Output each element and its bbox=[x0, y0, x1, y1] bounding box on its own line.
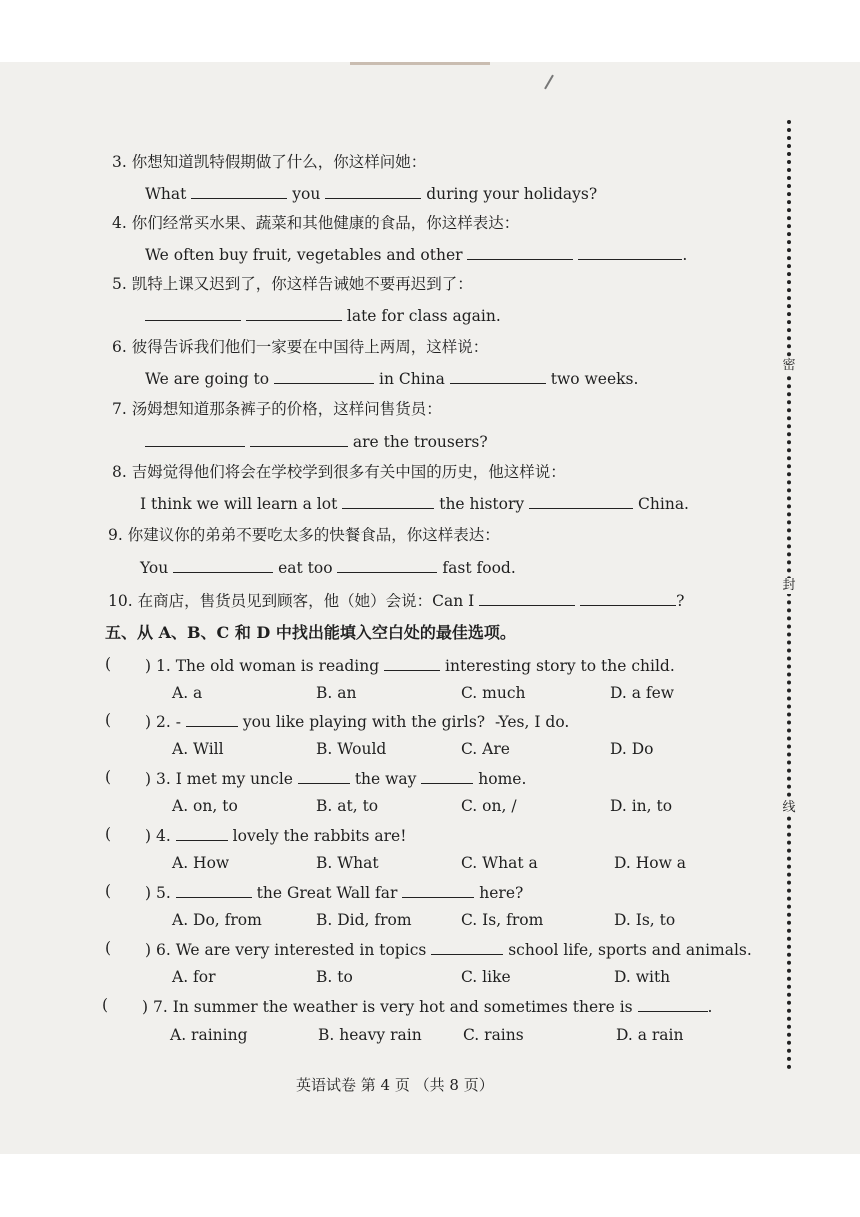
option-c[interactable]: C. much bbox=[461, 684, 526, 702]
option-c[interactable]: C. Is, from bbox=[461, 911, 544, 929]
option-c[interactable]: C. What a bbox=[461, 854, 538, 872]
blank[interactable] bbox=[186, 710, 238, 727]
question-5-answer: late for class again. bbox=[145, 304, 501, 326]
blank[interactable] bbox=[246, 304, 342, 321]
answer-paren: ( bbox=[105, 939, 112, 957]
mc-question-1: ) 1. The old woman is reading interesting story to the child. bbox=[145, 654, 675, 676]
blank[interactable] bbox=[325, 182, 421, 199]
blank[interactable] bbox=[467, 243, 573, 260]
blank[interactable] bbox=[274, 367, 374, 384]
question-4-answer: We often buy fruit, vegetables and other . bbox=[145, 243, 687, 265]
question-3-prompt: 3. 你想知道凯特假期做了什么，你这样问她： bbox=[112, 153, 427, 171]
option-b[interactable]: B. to bbox=[316, 968, 353, 986]
blank[interactable] bbox=[384, 654, 440, 671]
section-5-title: 五、从 A、B、C 和 D 中找出能填入空白处的最佳选项。 bbox=[105, 623, 516, 642]
option-b[interactable]: B. heavy rain bbox=[318, 1026, 422, 1044]
blank[interactable] bbox=[337, 556, 437, 573]
answer-paren: ( bbox=[105, 711, 112, 729]
option-c[interactable]: C. like bbox=[461, 968, 511, 986]
option-d[interactable]: D. in, to bbox=[610, 797, 673, 815]
option-a[interactable]: A. a bbox=[172, 684, 203, 702]
blank[interactable] bbox=[173, 556, 273, 573]
seal-char-mi: 密 bbox=[782, 358, 796, 373]
blank[interactable] bbox=[479, 589, 575, 606]
paper-scuff bbox=[350, 62, 490, 65]
option-d[interactable]: D. a rain bbox=[616, 1026, 684, 1044]
option-d[interactable]: D. a few bbox=[610, 684, 675, 702]
page-footer: 英语试卷 第 4 页 （共 8 页） bbox=[296, 1076, 494, 1094]
option-d[interactable]: D. How a bbox=[614, 854, 687, 872]
question-8-prompt: 8. 吉姆觉得他们将会在学校学到很多有关中国的历史，他这样说： bbox=[112, 463, 566, 481]
option-c[interactable]: C. rains bbox=[463, 1026, 524, 1044]
option-b[interactable]: B. at, to bbox=[316, 797, 379, 815]
blank[interactable] bbox=[298, 767, 350, 784]
question-6-prompt: 6. 彼得告诉我们他们一家要在中国待上两周，这样说： bbox=[112, 338, 489, 356]
mc-question-5: ) 5. the Great Wall far here? bbox=[145, 881, 523, 903]
blank[interactable] bbox=[431, 938, 503, 955]
blank[interactable] bbox=[176, 824, 228, 841]
blank[interactable] bbox=[402, 881, 474, 898]
answer-paren: ( bbox=[102, 996, 109, 1014]
blank[interactable] bbox=[638, 995, 708, 1012]
question-7-prompt: 7. 汤姆想知道那条裤子的价格，这样问售货员： bbox=[112, 400, 442, 418]
option-a[interactable]: A. Do, from bbox=[172, 911, 262, 929]
option-b[interactable]: B. an bbox=[316, 684, 357, 702]
option-a[interactable]: A. Will bbox=[172, 740, 224, 758]
question-9-answer: You eat too fast food. bbox=[140, 556, 516, 578]
blank[interactable] bbox=[342, 492, 434, 509]
blank[interactable] bbox=[580, 589, 676, 606]
blank[interactable] bbox=[421, 767, 473, 784]
blank[interactable] bbox=[529, 492, 633, 509]
question-5-prompt: 5. 凯特上课又迟到了，你这样告诫她不要再迟到了： bbox=[112, 275, 473, 293]
mc-question-4: ) 4. lovely the rabbits are! bbox=[145, 824, 406, 846]
question-6-answer: We are going to in China two weeks. bbox=[145, 367, 638, 389]
blank[interactable] bbox=[176, 881, 252, 898]
option-a[interactable]: A. raining bbox=[170, 1026, 248, 1044]
blank[interactable] bbox=[191, 182, 287, 199]
mc-question-2: ) 2. - you like playing with the girls? -Yes, I do. bbox=[145, 710, 569, 732]
seal-char-feng: 封 bbox=[782, 578, 796, 593]
option-d[interactable]: D. with bbox=[614, 968, 671, 986]
answer-paren: ( bbox=[105, 825, 112, 843]
option-d[interactable]: D. Is, to bbox=[614, 911, 676, 929]
answer-paren: ( bbox=[105, 655, 112, 673]
blank[interactable] bbox=[250, 430, 348, 447]
mc-question-7: ) 7. In summer the weather is very hot and sometimes there is . bbox=[142, 995, 712, 1017]
seal-dotted-line bbox=[787, 120, 791, 1070]
seal-char-xian: 线 bbox=[782, 800, 796, 815]
blank[interactable] bbox=[145, 304, 241, 321]
answer-paren: ( bbox=[105, 882, 112, 900]
question-3-answer: What you during your holidays? bbox=[145, 182, 597, 204]
mc-question-3: ) 3. I met my uncle the way home. bbox=[145, 767, 526, 789]
question-7-answer: are the trousers? bbox=[145, 430, 488, 452]
option-b[interactable]: B. Would bbox=[316, 740, 387, 758]
option-a[interactable]: A. on, to bbox=[172, 797, 238, 815]
option-b[interactable]: B. What bbox=[316, 854, 379, 872]
question-8-answer: I think we will learn a lot the history China. bbox=[140, 492, 689, 514]
option-c[interactable]: C. Are bbox=[461, 740, 510, 758]
option-d[interactable]: D. Do bbox=[610, 740, 654, 758]
option-a[interactable]: A. for bbox=[172, 968, 216, 986]
blank[interactable] bbox=[578, 243, 682, 260]
blank[interactable] bbox=[450, 367, 546, 384]
option-c[interactable]: C. on, / bbox=[461, 797, 517, 815]
mc-question-6: ) 6. We are very interested in topics school life, sports and animals. bbox=[145, 938, 752, 960]
question-4-prompt: 4. 你们经常买水果、蔬菜和其他健康的食品，你这样表达： bbox=[112, 214, 520, 232]
question-9-prompt: 9. 你建议你的弟弟不要吃太多的快餐食品，你这样表达： bbox=[108, 526, 500, 544]
option-a[interactable]: A. How bbox=[172, 854, 230, 872]
option-b[interactable]: B. Did, from bbox=[316, 911, 412, 929]
answer-paren: ( bbox=[105, 768, 112, 786]
blank[interactable] bbox=[145, 430, 245, 447]
question-10: 10. 在商店，售货员见到顾客，他（她）会说：Can I ? bbox=[108, 589, 684, 611]
